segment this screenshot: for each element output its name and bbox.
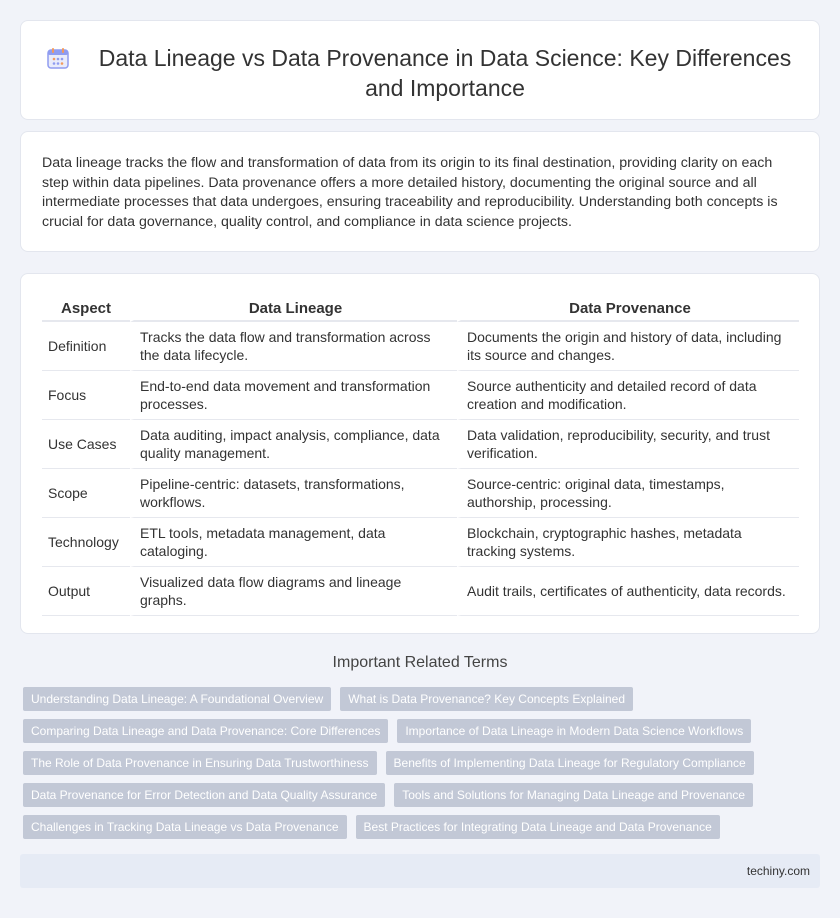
intro-card (20, 131, 820, 252)
aspect-cell: Technology (42, 518, 130, 567)
tag-row (23, 751, 823, 783)
provenance-cell: Source authenticity and detailed record of data creation and modification. (457, 371, 799, 420)
aspect-cell: Scope (42, 469, 130, 518)
related-term-link[interactable]: Best Practices for Integrating Data Lineage and Data Provenance (356, 815, 720, 839)
provenance-cell: Source-centric: original data, timestamps, authorship, processing. (457, 469, 799, 518)
provenance-cell: Documents the origin and history of data, including its source and changes. (457, 322, 799, 371)
aspect-cell: Use Cases (42, 420, 130, 469)
lineage-cell: Tracks the data flow and transformation across the data lifecycle. (130, 322, 457, 371)
table-row (42, 518, 799, 567)
lineage-cell: Visualized data flow diagrams and lineage graphs. (130, 567, 457, 616)
related-term-link[interactable]: Understanding Data Lineage: A Foundational Overview (23, 687, 331, 711)
related-term-link[interactable]: Benefits of Implementing Data Lineage for Regulatory Compliance (386, 751, 754, 775)
aspect-cell: Definition (42, 322, 130, 371)
footer-brand[interactable]: techiny.com (746, 864, 810, 878)
provenance-cell: Audit trails, certificates of authenticity, data records. (457, 567, 799, 616)
column-header-data-lineage: Data Lineage (130, 296, 457, 322)
aspect-cell: Output (42, 567, 130, 616)
comparison-table (42, 296, 799, 616)
column-header-data-provenance: Data Provenance (457, 296, 799, 322)
table-row (42, 420, 799, 469)
tag-row (23, 719, 823, 751)
related-term-link[interactable]: Comparing Data Lineage and Data Provenance: Core Differences (23, 719, 388, 743)
related-term-link[interactable]: What is Data Provenance? Key Concepts Explained (340, 687, 633, 711)
related-term-link[interactable]: The Role of Data Provenance in Ensuring Data Trustworthiness (23, 751, 377, 775)
table-row (42, 567, 799, 616)
table-row (42, 371, 799, 420)
tag-row (23, 815, 823, 847)
intro-paragraph: Data lineage tracks the flow and transformation of data from its origin to its final destination, providing clarity on each step within data pipelines. Data provenance offers a more detailed history, documenting the original source and all intermediate processes that data undergoes, ensuring traceability and reproducibility. Understanding both concepts is crucial for data governance, quality control, and compliance in data science projects. (42, 155, 778, 230)
table-row (42, 322, 799, 371)
provenance-cell: Blockchain, cryptographic hashes, metadata tracking systems. (457, 518, 799, 567)
lineage-cell: Pipeline-centric: datasets, transformations, workflows. (130, 469, 457, 518)
related-term-link[interactable]: Tools and Solutions for Managing Data Lineage and Provenance (394, 783, 753, 807)
table-row (42, 469, 799, 518)
page-title: Data Lineage vs Data Provenance in Data Science: Key Differences and Importance (98, 45, 792, 101)
column-header-aspect: Aspect (42, 296, 130, 322)
header-card (20, 20, 820, 120)
related-terms-list (23, 687, 823, 847)
table-header-row (42, 296, 799, 322)
aspect-cell: Focus (42, 371, 130, 420)
related-term-link[interactable]: Importance of Data Lineage in Modern Data Science Workflows (397, 719, 751, 743)
footer (20, 854, 820, 888)
tag-row (23, 783, 823, 815)
lineage-cell: End-to-end data movement and transformation processes. (130, 371, 457, 420)
tag-row (23, 687, 823, 719)
related-term-link[interactable]: Challenges in Tracking Data Lineage vs Data Provenance (23, 815, 347, 839)
lineage-cell: ETL tools, metadata management, data cataloging. (130, 518, 457, 567)
related-term-link[interactable]: Data Provenance for Error Detection and Data Quality Assurance (23, 783, 385, 807)
provenance-cell: Data validation, reproducibility, security, and trust verification. (457, 420, 799, 469)
comparison-card (20, 273, 820, 634)
lineage-cell: Data auditing, impact analysis, compliance, data quality management. (130, 420, 457, 469)
related-terms-heading: Important Related Terms (332, 654, 508, 671)
